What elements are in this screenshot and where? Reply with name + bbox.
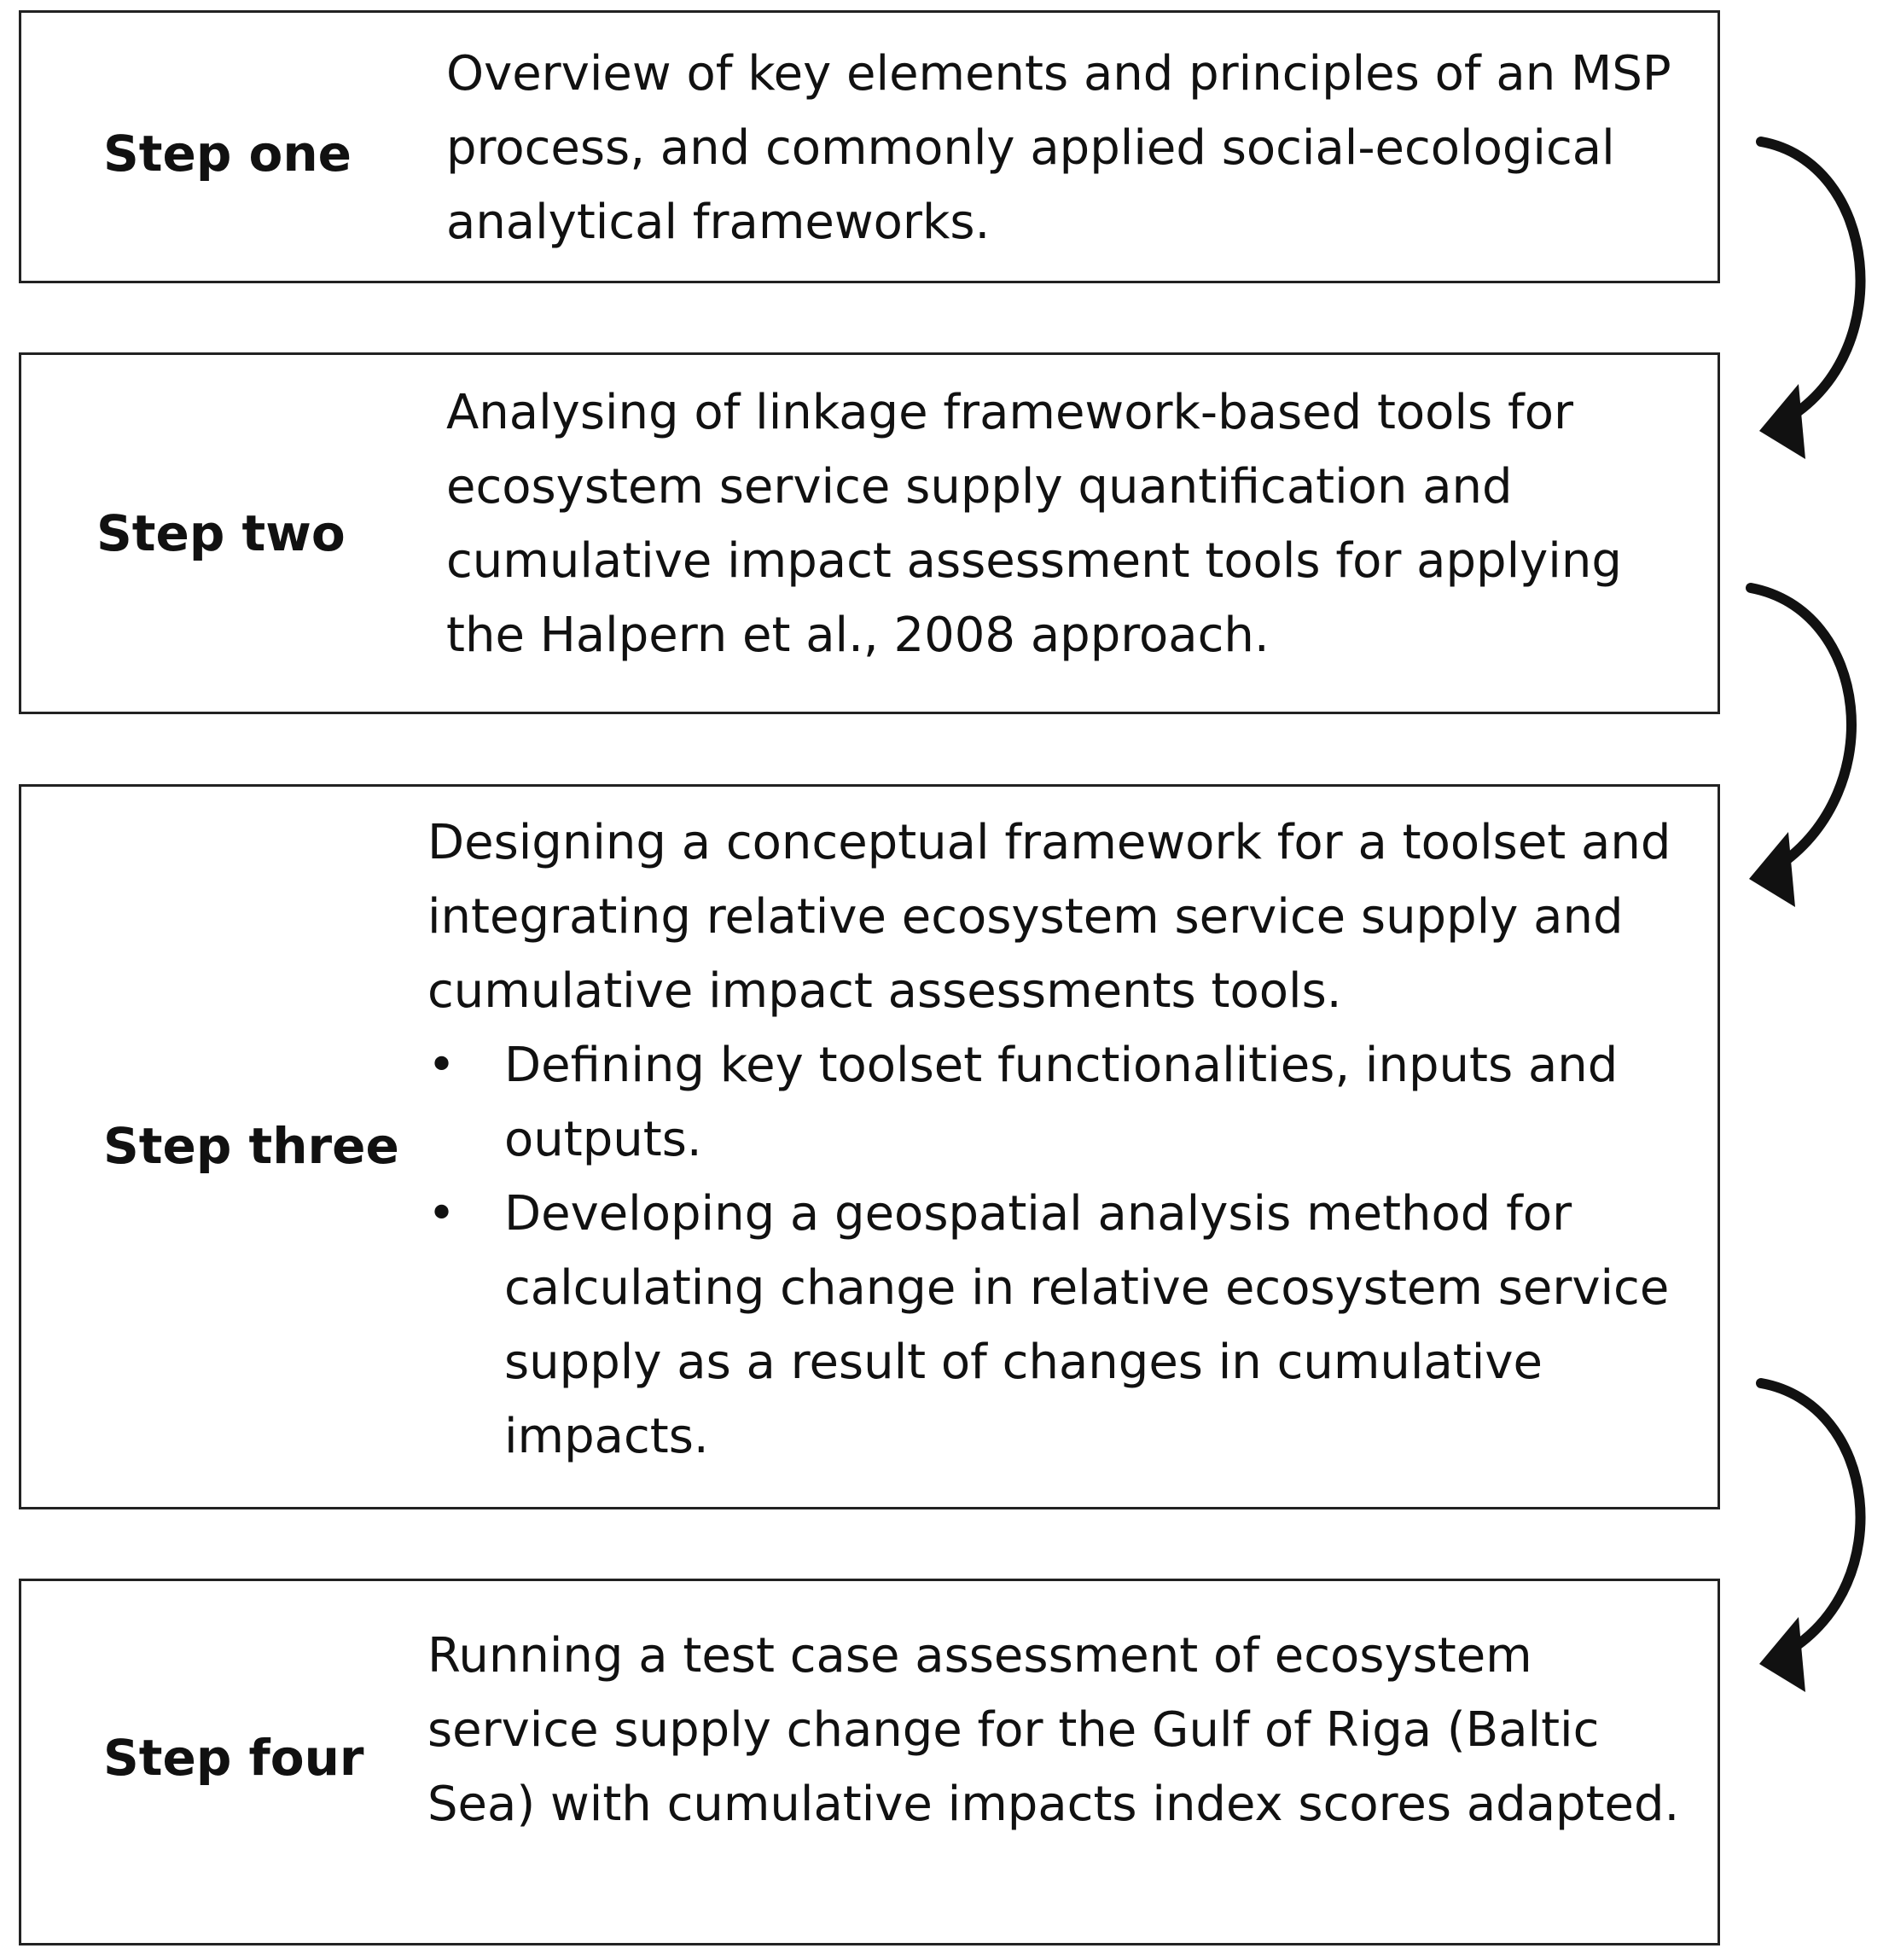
step-two-box <box>19 352 1720 714</box>
arrow-step-three-to-four <box>1749 1370 1886 1711</box>
step-one-label: Step one <box>103 125 352 183</box>
curved-arrow-icon <box>1749 588 1851 907</box>
step-three-description: Designing a conceptual framework for a toolset and integrating relative ecosystem service supply and cumulative impact assessments tools. <box>427 815 1671 1019</box>
bullet-dot-icon: • <box>427 1186 456 1242</box>
step-four-label: Step four <box>103 1729 364 1787</box>
step-three-label: Step three <box>103 1117 399 1175</box>
step-four-box <box>19 1579 1720 1945</box>
bullet-item <box>427 1028 1707 1177</box>
bullet-text: Developing a geospatial analysis method for calculating change in relative ecosystem service supply as a result of changes in cumulative impacts. <box>504 1186 1670 1464</box>
arrow-step-two-to-three <box>1741 576 1886 917</box>
step-two-label: Step two <box>96 504 346 562</box>
step-four-description: Running a test case assessment of ecosystem service supply change for the Gulf of Riga (Baltic Sea) with cumulative impacts index scores adapted. <box>427 1628 1680 1832</box>
step-three-content <box>427 806 1707 1474</box>
step-one-box <box>19 10 1720 283</box>
bullet-item <box>427 1177 1707 1474</box>
step-three-box <box>19 784 1720 1509</box>
step-three-bullet-list <box>427 1028 1707 1474</box>
curved-arrow-icon <box>1759 142 1861 459</box>
step-one-description: Overview of key elements and principles of an MSP process, and commonly applied social-ecological analytical frameworks. <box>446 46 1671 250</box>
bullet-dot-icon: • <box>427 1038 456 1093</box>
curved-arrow-icon <box>1759 1383 1861 1692</box>
bullet-text: Defining key toolset functionalities, inputs and outputs. <box>504 1038 1619 1167</box>
arrow-step-one-to-two <box>1749 128 1886 486</box>
step-two-description: Analysing of linkage framework-based tools for ecosystem service supply quantification and cumulative impact assessment tools for applying the Halpern et al., 2008 approach. <box>446 385 1622 663</box>
